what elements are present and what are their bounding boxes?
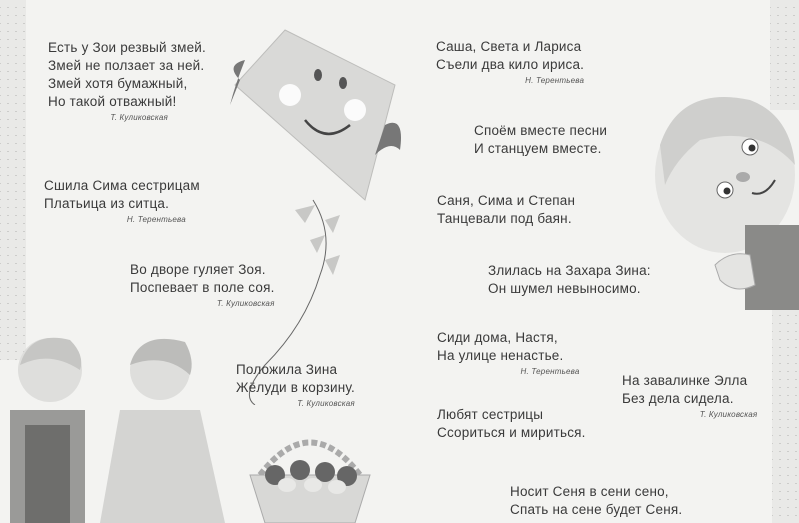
poem-line: Без дела сидела. — [622, 391, 734, 406]
poem-line: Ссориться и мириться. — [437, 425, 586, 440]
poem-line: На улице ненастье. — [437, 348, 564, 363]
poem-sestritsy — [437, 406, 586, 442]
poem-line: Сиди дома, Настя, — [437, 330, 558, 345]
poem-line: Злилась на Захара Зина: — [488, 263, 651, 278]
poem-author: Т. Куликовская — [297, 399, 355, 408]
poem-author: Н. Терентьева — [126, 215, 186, 224]
poem-senya — [510, 483, 682, 519]
poem-line: И станцуем вместе. — [474, 141, 602, 156]
poem-line: Платьица из ситца. — [44, 196, 170, 211]
poem-line: Спать на сене будет Сеня. — [510, 502, 683, 517]
poem-line: Съели два кило ириса. — [436, 57, 585, 72]
poem-line: Саша, Света и Лариса — [436, 39, 582, 54]
poem-zina — [236, 361, 355, 411]
poem-line: Положила Зина — [236, 362, 338, 377]
poem-zoya — [130, 261, 275, 311]
poem-author: Т. Куликовская — [110, 113, 168, 122]
poem-line: Носит Сеня в сени сено, — [510, 484, 669, 499]
poem-line: На завалинке Элла — [622, 373, 748, 388]
poem-line: Любят сестрицы — [437, 407, 544, 422]
poem-line: Во дворе гуляет Зоя. — [130, 262, 266, 277]
boy-illustration — [640, 85, 799, 310]
border-pattern-right-bottom — [772, 300, 799, 523]
poem-line: Сшила Сима сестрицам — [44, 178, 200, 193]
kite-illustration — [225, 25, 415, 405]
poem-spoem — [474, 122, 607, 158]
poem-author: Т. Куликовская — [216, 299, 275, 308]
poem-line: Змей не ползает за ней. — [48, 58, 205, 73]
poem-line: Жёлуди в корзину. — [236, 380, 355, 395]
poem-sasha — [436, 38, 584, 88]
border-pattern-left — [0, 0, 26, 360]
poem-line: Споём вместе песни — [474, 123, 608, 138]
poem-author: Н. Терентьева — [520, 367, 580, 376]
poem-line: Саня, Сима и Степан — [437, 193, 576, 208]
poem-sanya — [437, 192, 575, 228]
poem-line: Змей хотя бумажный, — [48, 76, 188, 91]
poem-line: Есть у Зои резвый змей. — [48, 40, 206, 55]
basket-illustration — [245, 430, 375, 523]
poem-nastya — [437, 329, 580, 379]
poem-zmey — [48, 39, 206, 125]
poem-author: Т. Куликовская — [699, 410, 758, 419]
poem-line: Поспевает в поле соя. — [130, 280, 275, 295]
children-illustration — [0, 330, 240, 523]
poem-author: Н. Терентьева — [525, 76, 585, 85]
poem-sima — [44, 177, 200, 227]
poem-ella — [622, 372, 758, 422]
poem-zilas — [488, 262, 651, 298]
poem-line: Он шумел невыносимо. — [488, 281, 641, 296]
poem-line: Но такой отважный! — [48, 94, 177, 109]
poem-line: Танцевали под баян. — [437, 211, 572, 226]
